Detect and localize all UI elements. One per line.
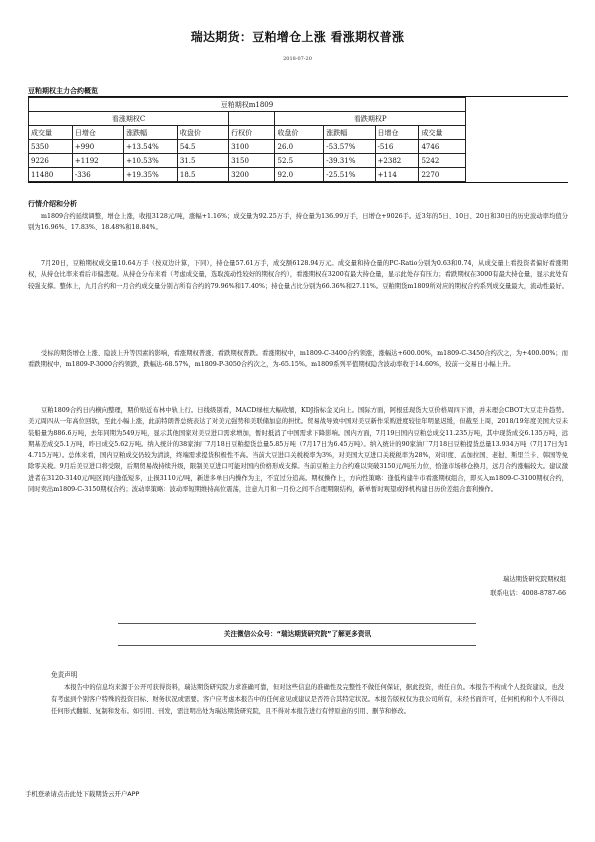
options-summary-table (28, 97, 466, 182)
table-cell: -336 (72, 168, 123, 182)
table-cell: 4746 (419, 140, 466, 154)
analysis-paragraph-3: 受标的期货增仓上涨、隐波上升等因素的影响，看涨期权普涨、看跌期权普跌。看涨期权中，m1809-C-3400合约领涨，涨幅达+600.00%，m1809-C-3450合约次之，为+400.00%；而看跌期权中，m1809-P-3000合约领跌，跌幅达-68.57%，m1809-P-3050合约次之，为-65.15%。m1809系列平值期权隐含波动率收于14.60%，较前一交易日小幅上升。 (28, 350, 568, 369)
table-cell: +1192 (72, 154, 123, 168)
column-header: 涨跌幅 (124, 126, 178, 140)
disclaimer-text: 本报告中的信息均来源于公开可获得资料，瑞达期货研究院力求准确可靠，但对这些信息的准确性及完整性不做任何保证，据此投资，责任自负。本报告不构成个人投资建议，也没有考虑到个别客户特殊的投资目标、财务状况或需要。客户应考虑本报告中的任何意见或建议是否符合其特定状况。本报告版权仅为我公司所有，未经书面许可，任何机构和个人不得以任何形式翻版、复制和发布。如引用、刊发，需注明出处为瑞达期货研究院，且不得对本报告进行有悖原意的引用、删节和修改。 (51, 684, 564, 715)
column-header: 收盘价 (177, 126, 228, 140)
strike-spacer-cell (229, 112, 275, 126)
column-header: 行权价 (229, 126, 275, 140)
report-date: 2018-07-20 (283, 56, 312, 62)
table-cell: -39.31% (324, 154, 375, 168)
table-cell: -25.51% (324, 168, 375, 182)
table-cell: -53.57% (324, 140, 375, 154)
signature-phone: 联系电话：4008-8787-66 (490, 590, 566, 597)
put-header-cell: 看跌期权P (275, 112, 466, 126)
analysis-heading: 行情介绍和分析 (28, 200, 77, 208)
table-cell: 92.0 (275, 168, 324, 182)
column-header: 日增仓 (72, 126, 123, 140)
table-header-row-type (29, 112, 466, 126)
analysis-paragraph-1: m1809合约延续调整，增仓上涨，收报3128元/吨，涨幅+1.16%；成交量为92.25万手，持仓量为136.99万手，日增仓+9026手。近3年的5日、10日、20日和30日的历史波动率均值分别为16.96%、17.83%、18.48%和18.84%。 (28, 213, 568, 232)
column-header: 涨跌幅 (324, 126, 375, 140)
table-cell: 11480 (29, 168, 73, 182)
divider-bottom (118, 645, 476, 646)
report-title: 瑞达期货：豆粕增仓上涨 看涨期权普涨 (190, 30, 405, 44)
table-header-row-columns (29, 126, 466, 140)
column-header: 日增仓 (375, 126, 419, 140)
column-header: 成交量 (419, 126, 466, 140)
analysis-paragraph-4: 豆粕1809合约日内横向整理，期价贴近布林中轨上行。日线级别看，MACD绿柱大幅收缩，KDJ指标金叉向上。国际方面，阿根廷现货大豆价格周四下滑，并未理会CBOT大豆走升趋势。美元周四从一年高位回软，至此小幅上涨，此前特朗普总统表达了对美元强势和美联储加息的担忧。贸易战导致中国对美豆新作采购进度较往年明显迟缓，但截至上周，2018/19年度美国大豆未装船量为886.6万吨，去年同期为549万吨，显示其他国家对美豆进口需求增加，暂时抵消了中国需求下降影响。国内方面，7月19日国内豆粕总成交11.235万吨，其中现货成交6.135万吨，远期基差成交5.1万吨，昨日成交5.62万吨。纳入统计的38家油厂7月18日豆粕提货总量5.85万吨（7月17日为6.45万吨）。纳入统计的90家油厂7月18日豆粕提货总量13.934万吨（7月17日为14.715万吨）。总体来看，国内豆粕成交仍较为清淡，终端需求提货积极性不高。当前大豆进口关税税率为3%，对美国大豆进口关税税率为28%，对印度、孟加拉国、老挝、斯里兰卡、韩国等免除零关税。9月后美豆进口将受限，后期贸易战持续升级，限制美豆进口可能对国内价格形成支撑。当前豆粕主力合约难以突破3150元/吨压力位，恰逢市场移仓换月，远月合约涨幅较大。建议激进者在3120-3140元/吨区间内逢低短多，止损3110元/吨，新进多单日内操作为主，不宜过分追高。期权操作上，方向性策略：逢低构建牛市看涨期权组合，即买入m1809-C-3100期权合约，同时卖出m1809-C-3150期权合约；波动率策略：波动率短期维持高位震荡，注意九月和一月份之间不合理期限结构，新单暂时观望或择机构建日历价差组合套利操作。 (28, 407, 568, 494)
column-header: 收盘价 (275, 126, 324, 140)
options-table-container (28, 96, 568, 183)
table-cell: 3100 (229, 140, 275, 154)
call-header-cell: 看涨期权C (29, 112, 229, 126)
table-row (29, 168, 466, 182)
table-cell: +114 (375, 168, 419, 182)
table-cell: 5350 (29, 140, 73, 154)
table-header-row-contract (29, 98, 466, 112)
table-section-heading: 豆粕期权主力合约概览 (28, 87, 98, 95)
table-cell: 5242 (419, 154, 466, 168)
table-cell: +19.35% (124, 168, 178, 182)
table-cell: +10.53% (124, 154, 178, 168)
analysis-paragraph-2: 7月20日，豆粕期权成交量10.64万手（按双边计算，下同），持仓量57.61万手，成交额6128.94万元。成交量和持仓量的PC-Ratio分别为0.63和0.74，从成交量上看投资者偏好看涨期权，从持仓比率来看后市偏悲观。从持仓分布来看（考虑成交量，选取流动性较好的期权合约），看涨期权在3200有最大持仓量，显示此处存有压力；看跌期权在3000有最大持仓量，显示此处有较强支撑。整体上，九月合约和一月合约成交量分别占所有合约的79.96%和17.40%；持仓量占比分别为66.36%和27.11%。豆粕期货m1809所对应的期权合约系列成交量最大，流动性最好。 (28, 260, 568, 290)
contract-header-cell: 豆粕期权m1809 (29, 98, 466, 112)
table-cell: +990 (72, 140, 123, 154)
column-header: 成交量 (29, 126, 73, 140)
table-cell: 26.0 (275, 140, 324, 154)
table-cell: -516 (375, 140, 419, 154)
table-cell: 2270 (419, 168, 466, 182)
table-row (29, 154, 466, 168)
table-cell: 3150 (229, 154, 275, 168)
download-app-link[interactable]: 手机登录请点击此处下载期货云开户APP (25, 790, 140, 798)
disclaimer-title: 免责声明 (51, 671, 78, 679)
table-cell: 18.5 (177, 168, 228, 182)
table-cell: 54.5 (177, 140, 228, 154)
table-cell: +13.54% (124, 140, 178, 154)
signature-team: 瑞达期货研究院期权组 (503, 576, 566, 583)
table-cell: +2382 (375, 154, 419, 168)
table-cell: 52.5 (275, 154, 324, 168)
follow-wechat-text: 关注微信公众号：“瑞达期货研究院”了解更多资讯 (223, 630, 372, 638)
table-cell: 9226 (29, 154, 73, 168)
table-row (29, 140, 466, 154)
table-cell: 3200 (229, 168, 275, 182)
table-cell: 31.5 (177, 154, 228, 168)
divider-top (118, 623, 476, 624)
